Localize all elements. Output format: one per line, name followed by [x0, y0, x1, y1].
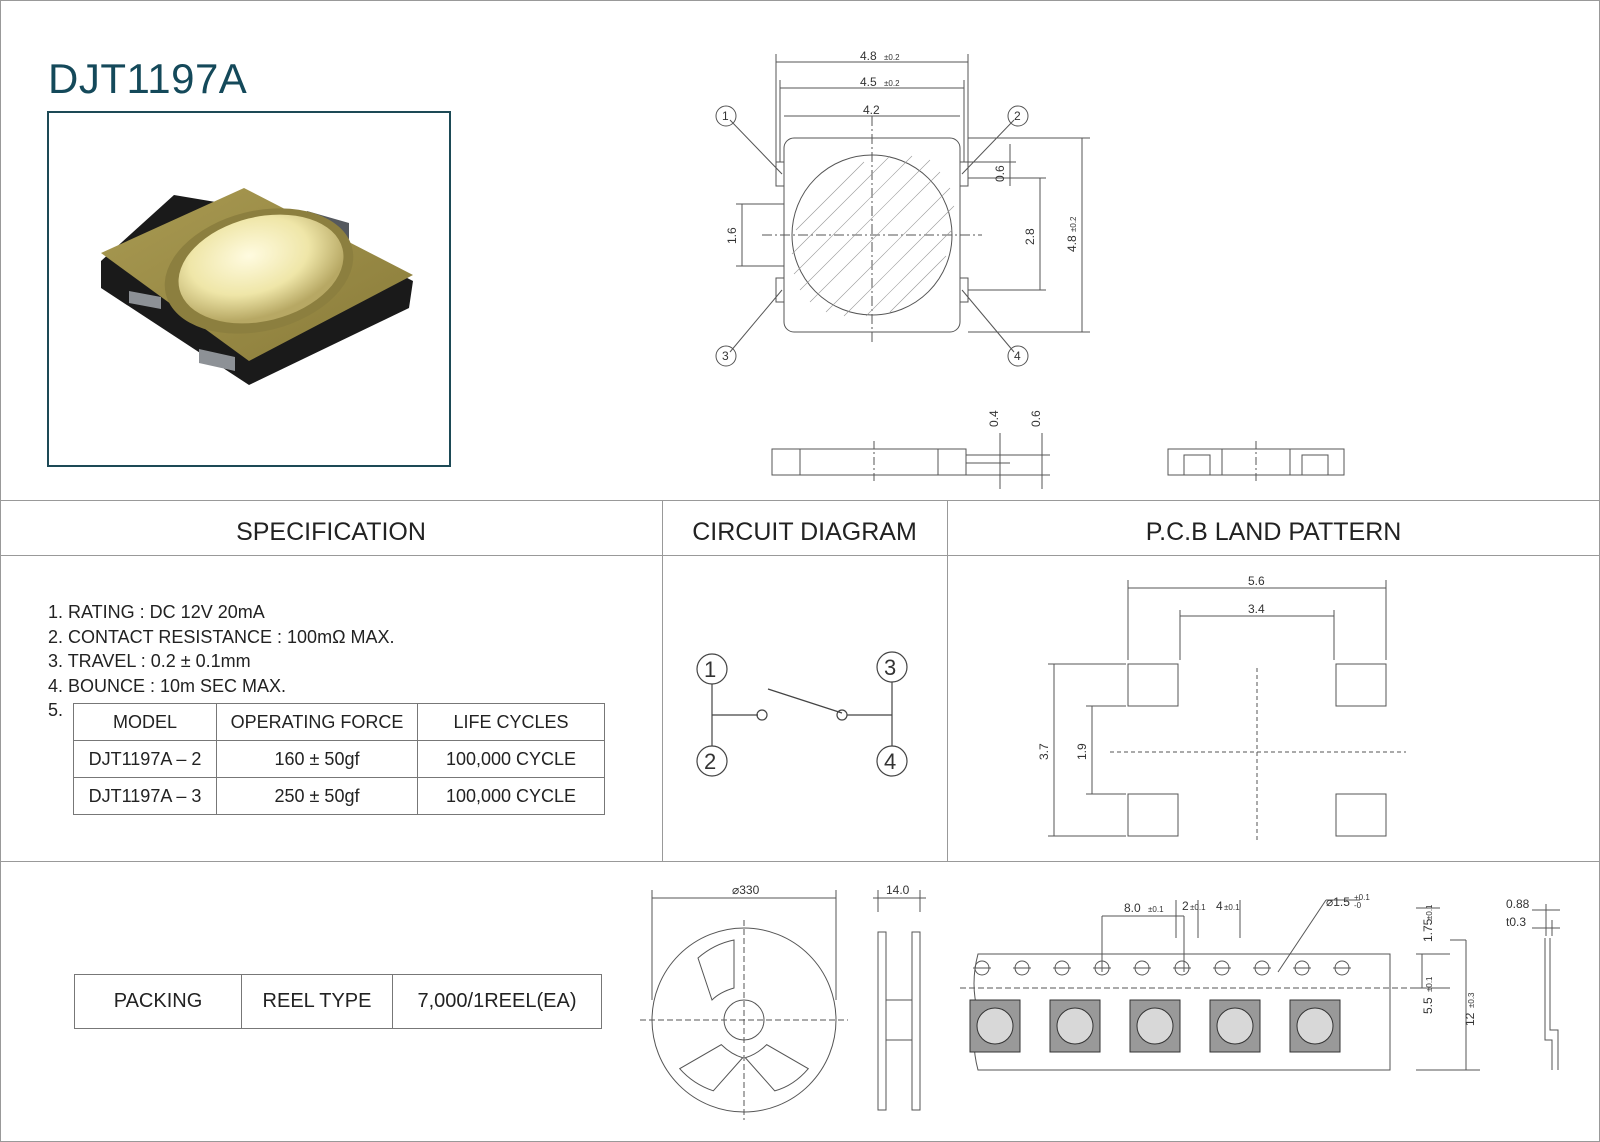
spec-item: 1. RATING : DC 12V 20mA [48, 602, 265, 622]
divider-col2 [947, 500, 948, 861]
side-view-drawing [760, 405, 1360, 505]
tape-dim-2-tol: ±0.1 [1190, 903, 1206, 912]
table-header-row [74, 704, 605, 741]
tape-dim-175-tol: ±0.1 [1425, 904, 1434, 920]
divider-headers [0, 555, 1600, 556]
header-pcb-land-pattern: P.C.B LAND PATTERN [1145, 518, 1402, 546]
table-cell: DJT1197A – 3 [74, 778, 217, 815]
circuit-pin-2: 2 [704, 749, 717, 774]
pcb-dim-34: 3.4 [1248, 602, 1265, 616]
pcb-land-pattern [1030, 570, 1450, 850]
tape-dim-175: 1.75 [1421, 918, 1435, 942]
tape-dim-12-tol: ±0.3 [1467, 992, 1476, 1008]
tape-dim-pitch: 8.0 [1124, 901, 1141, 915]
dim-width-45-tol: ±0.2 [884, 79, 900, 88]
pin-label-4: 4 [1014, 349, 1021, 363]
dim-48-height-tol: ±0.2 [1069, 216, 1078, 232]
dim-28: 2.8 [1023, 228, 1037, 245]
tape-dim-55-tol: ±0.1 [1425, 976, 1434, 992]
circuit-pin-4: 4 [884, 749, 897, 774]
table-cell: DJT1197A – 2 [74, 741, 217, 778]
spec-item: 4. BOUNCE : 10m SEC MAX. [48, 675, 287, 696]
tape-pocket-switch [977, 1008, 1013, 1044]
tape-pocket-switch [1217, 1008, 1253, 1044]
circuit-diagram [680, 645, 920, 805]
packing-type: REEL TYPE [242, 975, 393, 1029]
dim-width-42: 4.2 [863, 103, 880, 117]
table-header: LIFE CYCLES [418, 704, 605, 741]
reel-dim-width: 14.0 [886, 883, 910, 897]
pin-label-3: 3 [722, 349, 729, 363]
dim-side-04: 0.4 [987, 410, 1001, 427]
product-render [47, 111, 451, 467]
dim-width-48-tol: ±0.2 [884, 53, 900, 62]
divider-col1 [662, 500, 663, 861]
packing-label: PACKING [75, 975, 242, 1029]
packing-table [74, 974, 602, 1029]
dim-width-45: 4.5 [860, 75, 877, 89]
table-row [74, 778, 605, 815]
tape-dim-t03: t0.3 [1506, 915, 1527, 929]
header-specification: SPECIFICATION [236, 518, 426, 546]
table-header: MODEL [74, 704, 217, 741]
dim-48-height: 4.8 [1065, 235, 1079, 252]
circuit-pin-1: 1 [704, 657, 717, 682]
tape-dim-4-tol: ±0.1 [1224, 903, 1240, 912]
reel-dim-diameter: ⌀330 [732, 883, 760, 897]
table-row [75, 975, 602, 1029]
dim-06: 0.6 [993, 165, 1007, 182]
tape-pocket-switch [1137, 1008, 1173, 1044]
tape-dim-55: 5.5 [1421, 997, 1435, 1014]
tape-drawing [960, 880, 1600, 1080]
product-title: DJT1197A [48, 55, 248, 102]
pcb-dim-37: 3.7 [1037, 743, 1051, 760]
spec-item: 3. TRAVEL : 0.2 ± 0.1mm [48, 651, 251, 671]
pin-label-2: 2 [1014, 109, 1021, 123]
dim-16: 1.6 [725, 227, 739, 244]
spec-item: 2. CONTACT RESISTANCE : 100mΩ MAX. [48, 626, 395, 647]
pcb-dim-56: 5.6 [1248, 574, 1265, 588]
pin-label-1: 1 [722, 109, 729, 123]
tape-dim-4: 4 [1216, 899, 1223, 913]
dim-width-48: 4.8 [860, 49, 877, 63]
table-cell: 160 ± 50gf [217, 741, 418, 778]
table-cell: 250 ± 50gf [217, 778, 418, 815]
tape-pocket-switch [1057, 1008, 1093, 1044]
tape-dim-hole-tol-minus: -0 [1354, 901, 1362, 910]
spec-item: 5. [48, 700, 64, 720]
table-cell: 100,000 CYCLE [418, 741, 605, 778]
header-circuit-diagram: CIRCUIT DIAGRAM [692, 518, 917, 546]
tape-dim-hole-tol-plus: +0.1 [1354, 893, 1370, 902]
tape-dim-088: 0.88 [1506, 897, 1530, 911]
divider-bottom [0, 861, 1600, 862]
pcb-dim-19: 1.9 [1075, 743, 1089, 760]
tape-dim-12: 12 [1463, 1012, 1477, 1026]
tape-dim-pitch-tol: ±0.1 [1148, 905, 1164, 914]
tape-dim-2: 2 [1182, 899, 1189, 913]
table-row [74, 741, 605, 778]
top-view-drawing [700, 40, 1120, 370]
packing-qty: 7,000/1REEL(EA) [393, 975, 602, 1029]
switch-render-image [49, 113, 449, 465]
reel-drawing [640, 880, 950, 1130]
tape-pocket-switch [1297, 1008, 1333, 1044]
spec-table [73, 703, 605, 815]
circuit-pin-3: 3 [884, 655, 897, 680]
tape-dim-hole: ⌀1.5 [1326, 895, 1350, 909]
table-cell: 100,000 CYCLE [418, 778, 605, 815]
table-header: OPERATING FORCE [217, 704, 418, 741]
dim-side-06: 0.6 [1029, 410, 1043, 427]
